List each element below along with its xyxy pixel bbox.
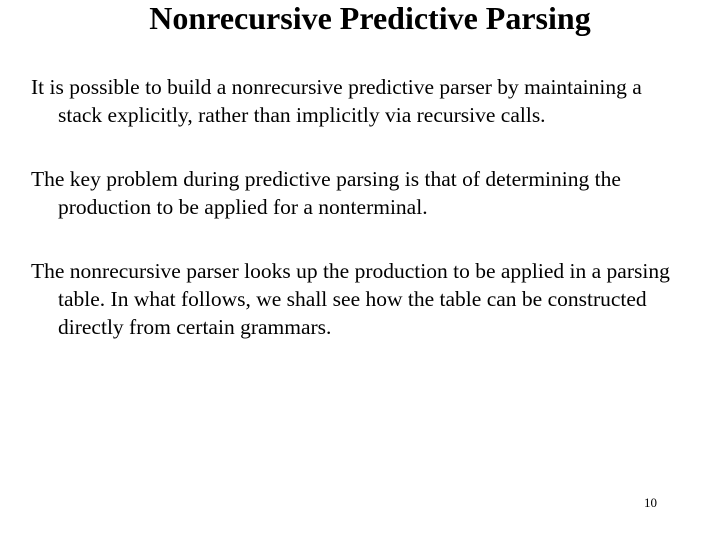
slide-body bbox=[31, 73, 691, 341]
slide-title: Nonrecursive Predictive Parsing bbox=[149, 0, 591, 36]
paragraph-key-problem: The key problem during predictive parsing is that of determining the production to be applied for a nonterminal. bbox=[31, 167, 621, 219]
paragraph-parsing-table: The nonrecursive parser looks up the production to be applied in a parsing table. In what follows, we shall see how the table can be constructed directly from certain grammars. bbox=[31, 259, 670, 339]
paragraph-stack-explicit: It is possible to build a nonrecursive predictive parser by maintaining a stack explicitly, rather than implicitly via recursive calls. bbox=[31, 75, 642, 127]
page-number: 10 bbox=[644, 495, 657, 510]
